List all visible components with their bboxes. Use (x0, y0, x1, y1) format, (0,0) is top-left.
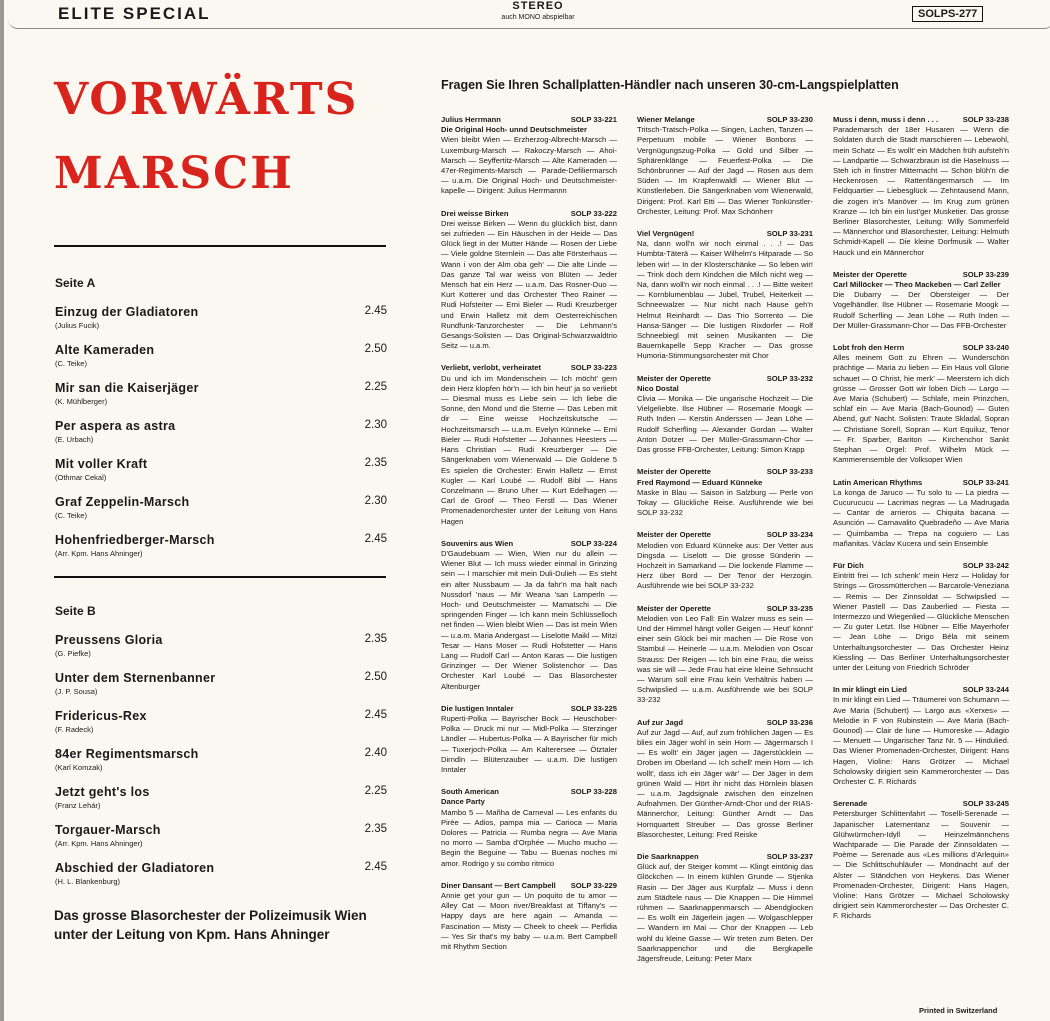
entry-header (441, 115, 617, 125)
track-item (55, 671, 387, 696)
track-duration: 2.30 (364, 495, 387, 507)
catalog-entry (833, 343, 1009, 465)
entry-body: D'Gaudebuam — Wien, Wien nur du allein — Wiener Blut — Ich muss wieder einmal in Grinzing sein — I marschier mit mein Duli-Dulieh — Es steht ein alter Nussbaum — Ja da fahr'n ma halt nach Nussdorf 'naus — Mir Weana 'san Lamperln — Hoch- und Deutschmeister — Mamatschi — Die springenden Finger — Ich kann mein Schlüsselloch net finden — Wien bleibt Wien — Das ist mein Wien — u.a.m. Maria Andergast — Liselotte Maikl — Mitzi Tesar — Hans Moser — Rudi Hofstetter — Hans Lang — Rudolf Carl — Anton Karas — Die lustigen Grinzinger — Der Wiener Solistenchor — Das Orchester Karl Loubé — Das Blasorchester Altenburger (441, 548, 617, 691)
entry-header (637, 467, 813, 477)
track-title: Mir san die Kaiserjäger (55, 381, 199, 395)
entry-header (637, 852, 813, 862)
album-title-line2: MARSCH (54, 148, 294, 199)
entry-header (833, 685, 1009, 695)
entry-body: Du und ich im Mondenschein — Ich möcht' gern dein Herz klopfen hör'n — Ich bin heut' ja so verliebt — Diesmal muss es Liebe sein — Ich liebe die Sonne, den Mond und die Sterne — Das Leben mit dir — Eine weisse Hochzeitskutsche — Hochzeitsmarsch — u.a.m. Evelyn Künneke — Erni Bieler — Rudi Hofstetter — Johannes Heesters — Hans Christian — Rudi Kreuzberger — Die Sängerknaben vom Wienerwald — Die Goldene 5 Es spielen die Orchester: Erwin Halletz — Ernst Kugler — Karl Loubé — Rudolf Bibl — Hans Conzelmann — Bruno Uher — Kurt Edelhagen — Carl de Groof — Theo Ferstl — Das Wiener Promenadenorchester unter der Leitung von Hans Hagen (441, 373, 617, 526)
catalog-entry (637, 718, 813, 840)
entry-title: Drei weisse Birken (441, 208, 509, 218)
entry-number: SOLP 33-231 (766, 229, 813, 239)
entry-body: Wien bleibt Wien — Erzherzog-Albrecht-Marsch — Luxemburg-Marsch — Rakoczy-Marsch — Ahoi-Marsch — Seyffertitz-Marsch — Alte Kameraden — 47er-Regiments-Marsch — Parade-Defiliermarsch — u.a.m. Die Original Hoch- und Deutschmeister-kapelle — Dirigent: Julius Herrmannn (441, 135, 617, 196)
track-composer: (H. L. Blankenburg) (55, 877, 121, 886)
track-composer: (Othmar Cekal) (55, 473, 107, 482)
entry-body: In mir klingt ein Lied — Träumerei von Schumann — Ave Maria (Schubert) — Largo aus «Xerxes» — Melodie in F von Rubinstein — Ave Maria (Bach-Gounod) — Clair de lune — Humoreske — Adagio — Menuett — Ungarischer Tanz Nr. 5 — Hindulied. Das Wiener Promenaden-Orchester, Dirigent: Hans Hagen, Violine: Hans Grötzer — Michael Scholowsky dirigiert sein Kammerorchester — Das Orchester C. F. Richards (833, 695, 1009, 786)
entry-title: South American (441, 787, 499, 797)
track-duration: 2.35 (364, 823, 387, 835)
catalog-entry (441, 363, 617, 526)
track-title: Abschied der Gladiatoren (55, 861, 215, 875)
catalog-entry (441, 704, 617, 775)
track-item (55, 633, 387, 658)
entry-body: Annie get your gun — Un poquito de tu amor — Alley Cat — Moon river/Breakfast at Tiffany's — Happy days are here again — Amanda — Fascination — Misty — Cheek to cheek — Perfidia — Yes Sir that's my baby — u.a.m. Bert Campbell mit Rhythm Section (441, 891, 617, 952)
catalog-entry (637, 374, 813, 456)
entry-body: Eintritt frei — Ich schenk' mein Herz — Holiday for Strings — Grossmütterchen — Barcarole-Veneziana — Remis — Der Zinnsoldat — Schwipslied — Wiener Pastell — Das Zauberlied — Fiesta — Intermezzo und Wiegenlied — Glückliche Menschen — Zu guter Letzt. Ilse Hübner — Elfie Mayerhofer — Jean Löhe — Drigo Béla mit seinem Unterhaltungsorchester — Das Orchester Heinz Kiessling — Das Berliner Unterhaltungsorchester unter der Leitung von Friedrich Schröder (833, 571, 1010, 672)
track-composer: (J. P. Sousa) (55, 687, 98, 696)
track-composer: (K. Mühlberger) (55, 397, 108, 406)
track-duration: 2.35 (364, 457, 387, 469)
entry-subtitle: Die Original Hoch- unnd Deutschmeister (441, 125, 587, 135)
entry-title: In mir klingt ein Lied (833, 685, 907, 695)
entry-number: SOLP 33-223 (570, 363, 617, 373)
track-item (55, 533, 387, 558)
top-banner (8, 0, 1050, 29)
track-title: Hohenfriedberger-Marsch (55, 533, 215, 547)
entry-number: SOLP 33-237 (766, 852, 813, 861)
entry-number: SOLP 33-230 (766, 115, 813, 124)
entry-title: Diner Dansant — Bert Campbell (441, 880, 556, 890)
entry-body: Na, dann woll'n wir noch einmal . . .! — Das Humbta-Täterä — Kaiser Wilhelm's Hitparade — So leben wir! — In der Klosterschänke — So leben wir! — Trink doch dem Kindchen die Milch nicht weg — Na, dann woll'n wir noch einmal . . .! — Bitte weiter! — Kornblumenblau — Jubel, Trubel, Heiterkeit — Schneewalzer — Nur nicht nach Hause geh'n Helmut Reinhardt — Das Trio Sorrento — Die Hansa-Sänger — Die lustigen Rixdorfer — Rolf Schneebiegl mit seinen Musikanten — Die Bauernkapelle Sepp Kracher — Das grosse Humoria-Stimmungsorchester mit Chor (637, 239, 813, 361)
track-item (55, 419, 387, 444)
catalog-entry (637, 467, 813, 518)
album-title-line1: VORWÄRTS (54, 74, 359, 125)
entry-header (833, 799, 1009, 809)
entry-subtitle: Fred Raymond — Eduard Künneke (637, 477, 763, 487)
track-item (55, 709, 387, 734)
track-duration: 2.45 (364, 709, 387, 721)
track-composer: (Franz Lehár) (55, 801, 101, 810)
entry-title: Julius Herrmann (441, 115, 501, 124)
entry-number: SOLP 33-222 (570, 208, 617, 218)
track-composer: (Karl Komzak) (55, 763, 103, 772)
catalog-heading: Fragen Sie Ihren Schallplatten-Händler nach unseren 30-cm-Langspielplatten (441, 78, 899, 92)
catalog-entry (833, 478, 1009, 549)
entry-title: Für Dich (833, 560, 864, 570)
entry-header (637, 604, 813, 614)
entry-header (441, 881, 617, 891)
entry-number: SOLP 33-235 (766, 603, 813, 613)
entry-body: Mambo 5 — Mañha de Carneval — Les enfants du Pirée — Adios, pampa mia — Carioca — Maria Dolores — Patricia — Rumba negra — Ave Maria no morro — Samba d'Orphée — Mucho mucho — Begin the Beguine — Tabu — Buenas noches mi amor. Rodrigo y su combo ritmico (441, 807, 617, 868)
entry-number: SOLP 33-241 (962, 477, 1009, 487)
catalog-entry (833, 270, 1009, 331)
track-title: Alte Kameraden (55, 343, 155, 357)
mono-note: auch MONO abspielbar (501, 14, 575, 21)
entry-header (441, 787, 617, 797)
track-duration: 2.25 (364, 381, 387, 393)
catalog-entry (441, 115, 617, 197)
entry-number: SOLP 33-234 (766, 530, 813, 540)
catalog-column-3 (833, 115, 1009, 934)
entry-body: Alles meinem Gott zu Ehren — Wunderschön prächtige — Maria zu lieben — Ein Haus voll Glorie schauet — O Christ, hie merk' — Meerstern ich dich grüsse — Grosser Gott wir loben Dich — Largo — Ave Maria (Schubert) — Schlafe, mein Prinzchen, schlaf ein — Ave Maria (Bach-Gounod) — Guten Abend, gut' Nacht. Solisten: Traute Skladal, Sopran — Christiane Sorell, Sopran — Kurt Equiluz, Tenor — Fr. Sparber, Bariton — Kirchenchor Sankt Stephan — Orgel: Prof. Wilhelm Mück — Kammerensemble der Volksoper Wien (833, 353, 1009, 465)
catalog-entry (833, 685, 1009, 787)
track-composer: (G. Piefke) (55, 649, 91, 658)
catalog-entry (833, 561, 1009, 673)
entry-title: Auf zur Jagd (637, 717, 683, 727)
entry-body: Petersburger Schlittenfahrt — Toselli-Serenade — Japanischer Laternentanz — Souvenir — Glühwürmchen-Idyll — Heinzelmännchens Wachtparade — Die Parade der Zinnsoldaten — Poème — Serenade aus «Les millions d'Arlequin» — Die Schlittschuhläufer — Mondnacht auf der Alster — Ständchen von Heykens. Das Wiener Promenaden-Orchester, Dirigent: Hans Hagen, Violine: Hans Grötzer — Michael Scholowsky dirigiert sein Kammerorchester — Das Orchester C. F. Richards (833, 809, 1009, 921)
track-composer: (C. Teike) (55, 511, 87, 520)
catalog-entry (833, 799, 1009, 921)
track-composer: (C. Teike) (55, 359, 87, 368)
track-duration: 2.50 (364, 343, 387, 355)
entry-body: Die Dubarry — Der Obersteiger — Der Vogelhändler. Ilse Hübner — Rosemarie Moogk — Rudolf Scherfling — Jean Löhe — Ruth Inden — Der Müller-Grassmann-Chor — Das FFB-Orchester (833, 290, 1009, 330)
entry-number: SOLP 33-240 (962, 343, 1009, 353)
catalog-number-badge: SOLPS-277 (912, 6, 983, 22)
divider (54, 245, 386, 247)
entry-number: SOLP 33-224 (570, 538, 617, 548)
track-duration: 2.25 (364, 785, 387, 797)
entry-title: Muss i denn, muss i denn . . . (833, 115, 939, 124)
stereo-label: STEREO (512, 0, 564, 12)
entry-body: Maske in Blau — Saison in Salzburg — Perle von Tokay — Glückliche Reise. Ausführende wie bei SOLP 33-232 (637, 487, 813, 518)
entry-number: SOLP 33-221 (570, 115, 617, 124)
track-item (55, 823, 387, 848)
entry-number: SOLP 33-229 (570, 880, 617, 890)
entry-title: Viel Vergnügen! (637, 229, 695, 239)
entry-number: SOLP 33-245 (962, 799, 1009, 809)
entry-title: Meister der Operette (637, 603, 711, 613)
entry-body: Tritsch-Tratsch-Polka — Singen, Lachen, Tanzen — Perpetuum mobile — Wiener Bonbons — Vergnügungszug-Polka — Gold und Silber — Sphärenklänge — Feuerfest-Polka — Die Schönbrunner — Auf der Jagd — Rosen aus dem Süden — Im Krapfenwaldl — Wiener Blut — Künstlerleben. Die Sängerknaben vom Wienerwald, Dirigent: Prof. Karl Etti — Das Wiener Tonkünstler-Orchester, Leitung: Prof. Max Schönherr (637, 125, 813, 216)
track-title: Jetzt geht's los (55, 785, 150, 799)
entry-header (833, 270, 1009, 280)
track-duration: 2.45 (364, 533, 387, 545)
catalog-entry (637, 115, 813, 217)
catalog-entry (637, 852, 813, 964)
orchestra-credit (54, 906, 367, 944)
entry-header (441, 209, 617, 219)
track-title: Einzug der Gladiatoren (55, 305, 199, 319)
side-a-heading: Seite A (55, 276, 96, 290)
entry-header (637, 374, 813, 384)
entry-title: Meister der Operette (637, 467, 711, 477)
track-item (55, 861, 387, 886)
entry-number: SOLP 33-232 (766, 373, 813, 383)
track-composer: (Arr. Kpm. Hans Ahninger) (55, 839, 143, 848)
track-item (55, 747, 387, 772)
entry-body: Melodien von Leo Fall: Ein Walzer muss es sein — Und der Himmel hängt voller Geigen — Heut' könnt' einer sein Glück bei mir machen — Die Rose von Stambul — Heinerle — u.a.m. Melodien von Oscar Strauss: Der Reigen — Ich bin eine Frau, die weiss was sie will — Jede Frau hat eine kleine Sehnsucht — Warum soll eine Frau kein Verhältnis haben — Schwipslied — u.a.m. Ausführende wie bei SOLP 33-232 (637, 613, 813, 705)
entry-subtitle: Nico Dostal (637, 383, 679, 393)
brand-label: ELITE SPECIAL (58, 4, 211, 23)
track-item (55, 457, 387, 482)
track-duration: 2.30 (364, 419, 387, 431)
catalog-entry (441, 209, 617, 352)
entry-body: Ruperti-Polka — Bayrischer Bock — Heuschober-Polka — Druck mi nur — Midl-Polka — Sterzinger Ländler — Hubertus-Polka — A Bayrischer für mich — Tuxerjoch-Polka — Am Kalterersee — Ötztaler Dirndln — Blütenzauber — u.a.m. Die lustigen Inntaler (441, 713, 617, 774)
entry-number: SOLP 33-228 (570, 787, 617, 797)
entry-header (833, 561, 1009, 571)
entry-header (441, 539, 617, 549)
entry-header (441, 363, 617, 373)
entry-header (637, 530, 813, 540)
catalog-column-2 (637, 115, 813, 976)
entry-title: Meister der Operette (833, 269, 907, 279)
track-composer: (Julius Fucik) (55, 321, 100, 330)
entry-subtitle: Dance Party (441, 797, 485, 807)
entry-header (833, 115, 1009, 125)
entry-body: Melodien von Eduard Künneke aus: Der Vetter aus Dingsda — Liselott — Die grosse Sünderin — Hochzeit in Samarkand — Die lockende Flamme — Herz über Bord — Der Tenor der Herzogin. Ausführende wie bei SOLP 33-232 (637, 540, 813, 591)
entry-number: SOLP 33-244 (962, 685, 1009, 695)
entry-title: Latin American Rhythms (833, 477, 923, 487)
entry-body: La konga de Jaruco — Tu solo tu — La piedra — Cucurucucu — Lacrimas negras — La Madrugada — Cantar de arrieros — Chiquita bacana — Asunción — Carnavalito Quebradeño — Ave Maria — Quimbamba — Trepa na coguiero — Las mañanitas. Václav Kucera und sein Ensemble (833, 487, 1009, 548)
track-title: Preussens Gloria (55, 633, 163, 647)
entry-number: SOLP 33-225 (570, 703, 617, 713)
divider (54, 576, 386, 578)
track-duration: 2.45 (364, 305, 387, 317)
entry-header (833, 343, 1009, 353)
entry-header (637, 229, 813, 239)
entry-body: Clivia — Monika — Die ungarische Hochzeit — Die Vielgeliebte. Ilse Hübner — Rosemarie Moogk — Ruth Inden — Kerstin Anderssen — Jean Löhe — Rudolf Scherfling — Alexander Gordan — Walter Anton Dotzer — Der Müller-Grassmann-Chor — Das grosse FFB-Orchester, Leitung: Simon Krapp (637, 394, 813, 455)
entry-number: SOLP 33-236 (766, 717, 813, 727)
track-item (55, 381, 387, 406)
entry-body: Parademarsch der 18er Husaren — Wenn die Soldaten durch die Stadt marschieren — Lebewohl, mein Schatz — Es wollt' ein Mädchen früh aufsteh'n — Landpartie — Schwarzbraun ist die Haselnuss — Steh ich in finstrer Mitternacht — Schön blüh'n die Heckenrosen — Rattenfängermarsch — Im Feldquartier — Liebesglück — Zehntausend Mann, die zogen in's Manöver — Im Krug zum grünen Kranze — Ich bin ein lust'ger Musketier. Das grosse Berliner Blasorchester, Leitung: Willy Sommerfeld — Männerchor und Blasorchester, Leitung: Helmuth Schmidt-Kapell — Die kleine Dorfmusik — Walter Hauck und ein Männerchor (833, 125, 1009, 257)
entry-title: Die Saarknappen (637, 852, 699, 861)
entry-header (441, 704, 617, 714)
catalog-column-1 (441, 115, 617, 964)
entry-title: Die lustigen Inntaler (441, 703, 514, 713)
entry-header (833, 478, 1009, 488)
catalog-entry (441, 539, 617, 692)
track-title: Per aspera as astra (55, 419, 176, 433)
track-title: Unter dem Sternenbanner (55, 671, 216, 685)
entry-title: Meister der Operette (637, 373, 711, 383)
entry-body: Drei weisse Birken — Wenn du glücklich bist, dann sei zufrieden — Ein Häuschen in der Heide — Das Glück liegt in der Mutter Hände — Rosen der Liebe — Viele goldne Sternlein — Das alte Försterhaus — Wann i von der Alm oba geh' — Die alte Linde — Das ganze Tal war weiss von Blüten — Jeder Mensch hat ein Herz — u.a.m. Das Rosner-Duo — Kurt Kotterer und das Orchester Theo Rainer — Rudi Hofsteiter — Erni Bieler — Rudi Kreuzberger und Erwin Halletz mit dem Oesterreichischen Rundfunk-Tanzorchester — Die Lehmann's Gesangs-Solisten — Das Original-Schwarzwaldtrio Seitz — u.a.m. (441, 218, 617, 351)
catalog-entry (637, 604, 813, 706)
printed-in-note: Printed in Switzerland (919, 1006, 998, 1015)
catalog-entry (637, 229, 813, 362)
credit-line-1: Das grosse Blasorchester der Polizeimusik Wien (54, 908, 367, 923)
entry-title: Meister der Operette (637, 530, 711, 540)
entry-title: Serenade (833, 799, 868, 809)
entry-subtitle: Carl Millöcker — Theo Mackeben — Carl Zeller (833, 280, 1001, 290)
track-composer: (E. Urbach) (55, 435, 94, 444)
track-item (55, 495, 387, 520)
track-item (55, 785, 387, 810)
track-duration: 2.40 (364, 747, 387, 759)
catalog-entry (833, 115, 1009, 258)
catalog-entry (637, 530, 813, 591)
entry-number: SOLP 33-242 (962, 560, 1009, 570)
entry-title: Souvenirs aus Wien (441, 538, 514, 548)
catalog-entry (441, 787, 617, 869)
track-title: Mit voller Kraft (55, 457, 148, 471)
track-duration: 2.50 (364, 671, 387, 683)
track-item (55, 305, 387, 330)
entry-body: Glück auf, der Steiger kommt — Klingt eintönig das Glöckchen — In einem kühlen Grunde — Stjenka Rasin — Der Jäger aus Kurpfalz — Muss i denn zum Städtele naus — Die Knappen — Die Himmel rühmen — Saarknappenmarsch — Abendglocken — Es wollt ein Jägerlein jagen — Wolgaschlepper — Wandern im Mai — Chor der Knappen — Leb wohl du kleine Gasse — Wir treten zum Beten. Der Saarknappenchor und die Bergkapelle Jägersfreude, Leitung: Peter Marx (637, 862, 813, 964)
side-b-heading: Seite B (55, 604, 96, 618)
entry-title: Lobt froh den Herrn (833, 343, 905, 353)
credit-line-2: unter der Leitung von Kpm. Hans Ahninger (54, 927, 330, 942)
entry-header (637, 115, 813, 125)
track-title: Graf Zeppelin-Marsch (55, 495, 190, 509)
entry-body: Auf zur Jagd — Auf, auf zum fröhlichen Jagen — Es blies ein Jäger wohl in sein Horn — Jägermarsch I — Es wollt' ein Jäger jagen — Jägerstücklein — Droben im Oberland — Ich schell' mein Horn — Ich wollt', dass ich ein Jäger wär' — Der Jäger in dem grünen Wald — Hört ihr nicht das Hörnlein blasen — u.a.m. Jagdsignale zwischen den einzelnen Aufnahmen. Der Günther-Arndt-Chor und der RIAS-Männerchor, Leitung: Günther Arndt — Das Hornquartett Streuber — Das grosse Berliner Blasorchester, Leitung: Fred Reiske (637, 727, 813, 839)
entry-title: Wiener Melange (637, 115, 695, 124)
entry-number: SOLP 33-238 (962, 115, 1009, 124)
entry-number: SOLP 33-239 (962, 269, 1009, 279)
track-item (55, 343, 387, 368)
track-duration: 2.35 (364, 633, 387, 645)
entry-number: SOLP 33-233 (766, 467, 813, 477)
track-title: Fridericus-Rex (55, 709, 147, 723)
track-duration: 2.45 (364, 861, 387, 873)
track-title: 84er Regimentsmarsch (55, 747, 199, 761)
catalog-entry (441, 881, 617, 952)
entry-title: Verliebt, verlobt, verheiratet (441, 363, 542, 373)
track-composer: (F. Radeck) (55, 725, 94, 734)
track-composer: (Arr. Kpm. Hans Ahninger) (55, 549, 143, 558)
entry-header (637, 718, 813, 728)
track-title: Torgauer-Marsch (55, 823, 161, 837)
